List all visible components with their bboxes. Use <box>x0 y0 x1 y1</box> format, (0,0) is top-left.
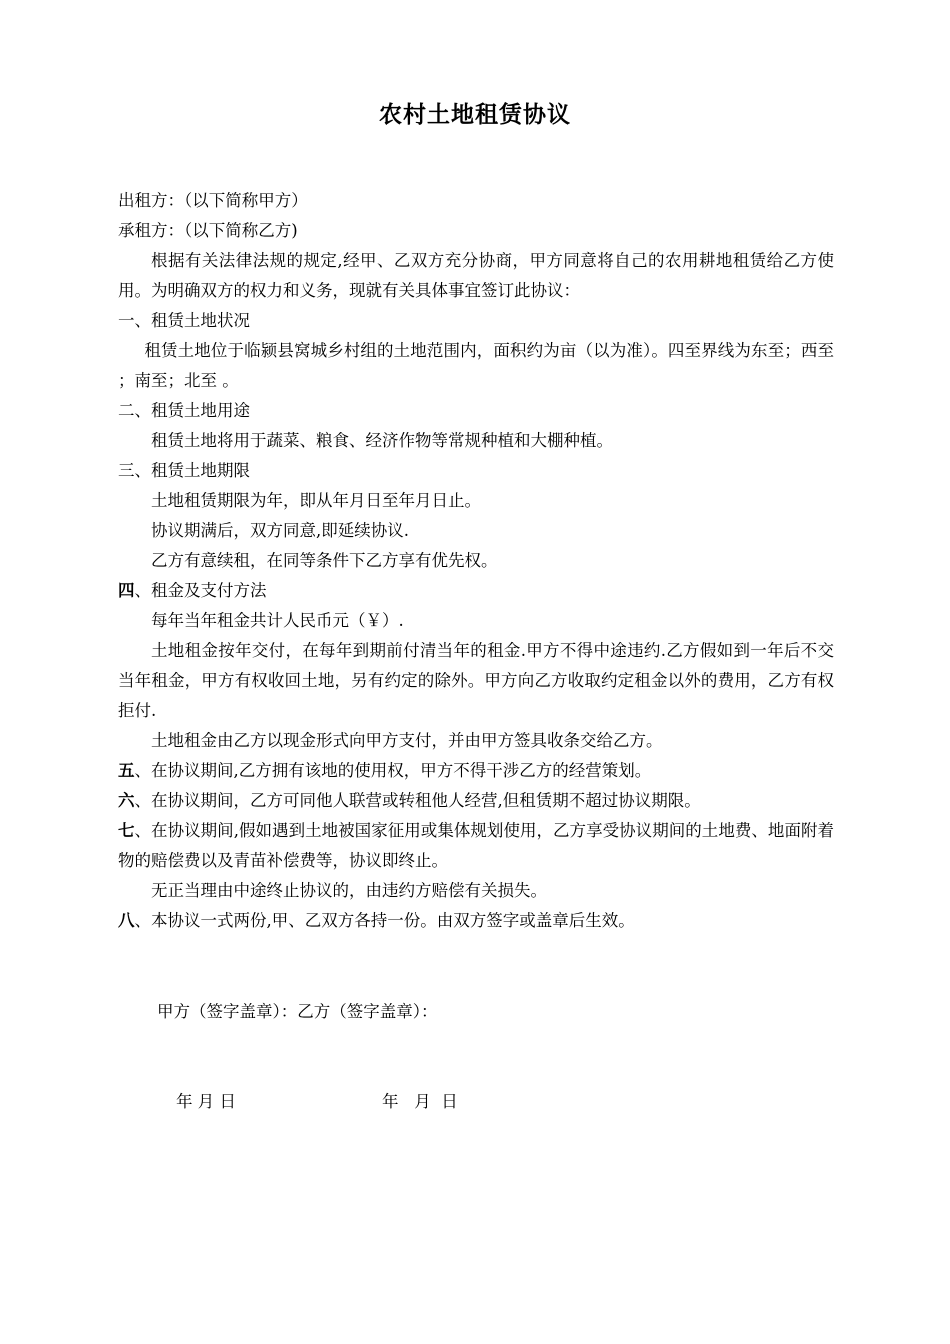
section-5-text: 、在协议期间,乙方拥有该地的使用权，甲方不得干涉乙方的经营策划。 <box>134 761 652 780</box>
lessee-line: 承租方：（以下简称乙方) <box>118 221 298 240</box>
section-4-heading-text: 、租金及支付方法 <box>134 581 267 600</box>
lessor-line: 出租方：（以下简称甲方） <box>118 191 308 210</box>
date-party-a: 年 月 日 <box>176 1092 236 1111</box>
section-3-heading: 三、租赁土地期限 <box>118 461 250 480</box>
section-7-line: 无正当理由中途终止协议的，由违约方赔偿有关损失。 <box>151 881 547 900</box>
section-4-paragraph: 土地租金按年交付，在每年到期前付清当年的租金.甲方不得中途违约.乙方假如到一年后不交当年租金，甲方有权收回土地，另有约定的除外。甲方向乙方收取约定租金以外的费用，乙方有权拒付. <box>118 641 834 720</box>
section-6-number: 六 <box>118 791 135 810</box>
section-4-line-2: 土地租金由乙方以现金形式向甲方支付，并由甲方签具收条交给乙方。 <box>151 731 663 750</box>
document-body <box>118 186 834 936</box>
intro-paragraph: 根据有关法律法规的规定,经甲、乙双方充分协商，甲方同意将自己的农用耕地租赁给乙方使用。为明确双方的权力和义务，现就有关具体事宜签订此协议： <box>118 251 834 300</box>
section-1-heading: 一、租赁土地状况 <box>118 311 250 330</box>
section-4-number: 四 <box>118 581 135 600</box>
section-7-text: 、在协议期间,假如遇到土地被国家征用或集体规划使用，乙方享受协议期间的土地费、地面附着物的赔偿费以及青苗补偿费等，协议即终止。 <box>118 821 834 870</box>
section-4-line-1: 每年当年租金共计人民币元（￥）. <box>151 611 404 630</box>
section-7 <box>118 816 834 876</box>
section-8-number: 八 <box>118 911 135 930</box>
signature-line: 甲方（签字盖章）：乙方（签字盖章）： <box>157 1002 438 1021</box>
section-6 <box>118 786 834 816</box>
section-5 <box>118 756 834 786</box>
section-7-number: 七 <box>118 821 135 840</box>
date-party-b: 年 月 日 <box>382 1092 458 1111</box>
section-8-text: 、本协议一式两份,甲、乙双方各持一份。由双方签字或盖章后生效。 <box>134 911 635 930</box>
section-1-text: 租赁土地位于临颍县窝城乡村组的土地范围内，面积约为亩（以为准）。四至界线为东至；西至 ；南至；北至 。 <box>118 341 834 390</box>
section-2-heading: 二、租赁土地用途 <box>118 401 250 420</box>
section-3-line-2: 协议期满后，双方同意,即延续协议. <box>151 521 409 540</box>
section-4-heading <box>118 576 834 606</box>
section-3-line-1: 土地租赁期限为年，即从年月日至年月日止。 <box>151 491 481 510</box>
section-2-text: 租赁土地将用于蔬菜、粮食、经济作物等常规种植和大棚种植。 <box>151 431 613 450</box>
document-title: 农村土地租赁协议 <box>379 101 571 128</box>
section-5-number: 五 <box>118 761 135 780</box>
section-6-text: 、在协议期间，乙方可同他人联营或转租他人经营,但租赁期不超过协议期限。 <box>134 791 701 810</box>
section-3-line-3: 乙方有意续租，在同等条件下乙方享有优先权。 <box>151 551 498 570</box>
section-8 <box>118 906 834 936</box>
